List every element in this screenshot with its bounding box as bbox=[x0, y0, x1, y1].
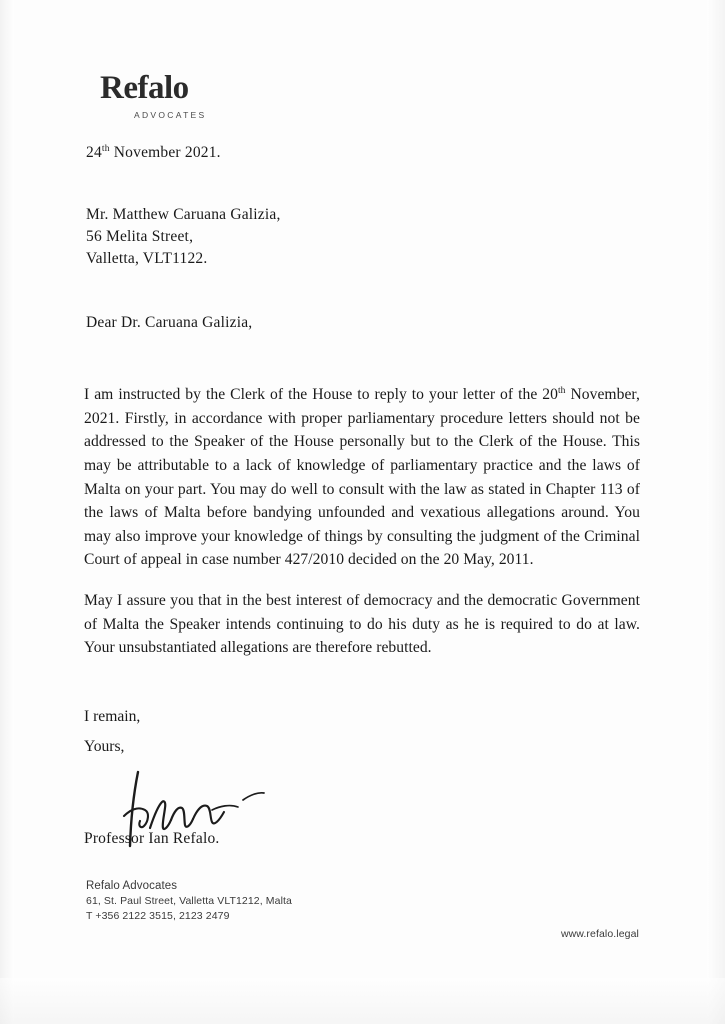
letterhead bbox=[100, 72, 207, 120]
footer-website: www.refalo.legal bbox=[560, 928, 639, 940]
salutation: Dear Dr. Caruana Galizia, bbox=[86, 314, 253, 331]
scan-edge-bottom bbox=[0, 978, 725, 1024]
letter-body bbox=[84, 380, 640, 660]
closing-line-1: I remain, bbox=[84, 708, 141, 725]
date-day: 24 bbox=[86, 144, 102, 162]
date-rest: November 2021. bbox=[109, 144, 221, 162]
closing-block bbox=[84, 702, 140, 762]
date-ordinal: th bbox=[101, 144, 110, 154]
paragraph-1-part-1: I am instructed by the Clerk of the House to reply to your letter of the 20 bbox=[84, 386, 558, 404]
paragraph-1-part-2: November, 2021. Firstly, in accordance with proper parliamentary procedure letters should not be addressed to the Speaker of the House personally but to the Clerk of the House. This may be attributable to a lack of knowledge of parliamentary practice and the laws of Malta on your part. You may do well to consult with the law as stated in Chapter 113 of the laws of Malta before bandying unfounded and vexatious allegations around. You may also improve your knowledge of things by consulting the judgment of the Criminal Court of appeal in case number 427/2010 decided on the 20 May, 2011. bbox=[84, 386, 640, 569]
scan-edge-left bbox=[0, 0, 14, 1024]
body-paragraph-1 bbox=[84, 380, 640, 572]
brand-subtitle: ADVOCATES bbox=[134, 110, 207, 120]
recipient-line-1: Mr. Matthew Caruana Galizia, bbox=[86, 206, 281, 223]
brand-name: Refalo bbox=[100, 70, 189, 106]
footer-firm-name: Refalo Advocates bbox=[86, 880, 178, 892]
recipient-address bbox=[86, 204, 281, 270]
footer-telephone: T +356 2122 3515, 2123 2479 bbox=[86, 910, 230, 922]
paragraph-1-superscript: th bbox=[557, 386, 566, 396]
scan-edge-right bbox=[707, 0, 725, 1024]
signer-name: Professor Ian Refalo. bbox=[84, 830, 220, 847]
recipient-line-3: Valletta, VLT1122. bbox=[86, 250, 208, 267]
footer-block bbox=[86, 880, 292, 922]
recipient-line-2: 56 Melita Street, bbox=[86, 228, 194, 245]
body-paragraph-2 bbox=[84, 589, 640, 660]
letter-date bbox=[86, 144, 221, 162]
paragraph-2-part-1: May I assure you that in the best interest of democracy and the democratic Government of Malta the Speaker intends continuing to do his duty as he is required to do at law. Your unsubstantiated allegations are therefore rebutted. bbox=[84, 591, 640, 657]
closing-line-2: Yours, bbox=[84, 738, 125, 755]
footer-address: 61, St. Paul Street, Valletta VLT1212, Malta bbox=[86, 895, 292, 907]
